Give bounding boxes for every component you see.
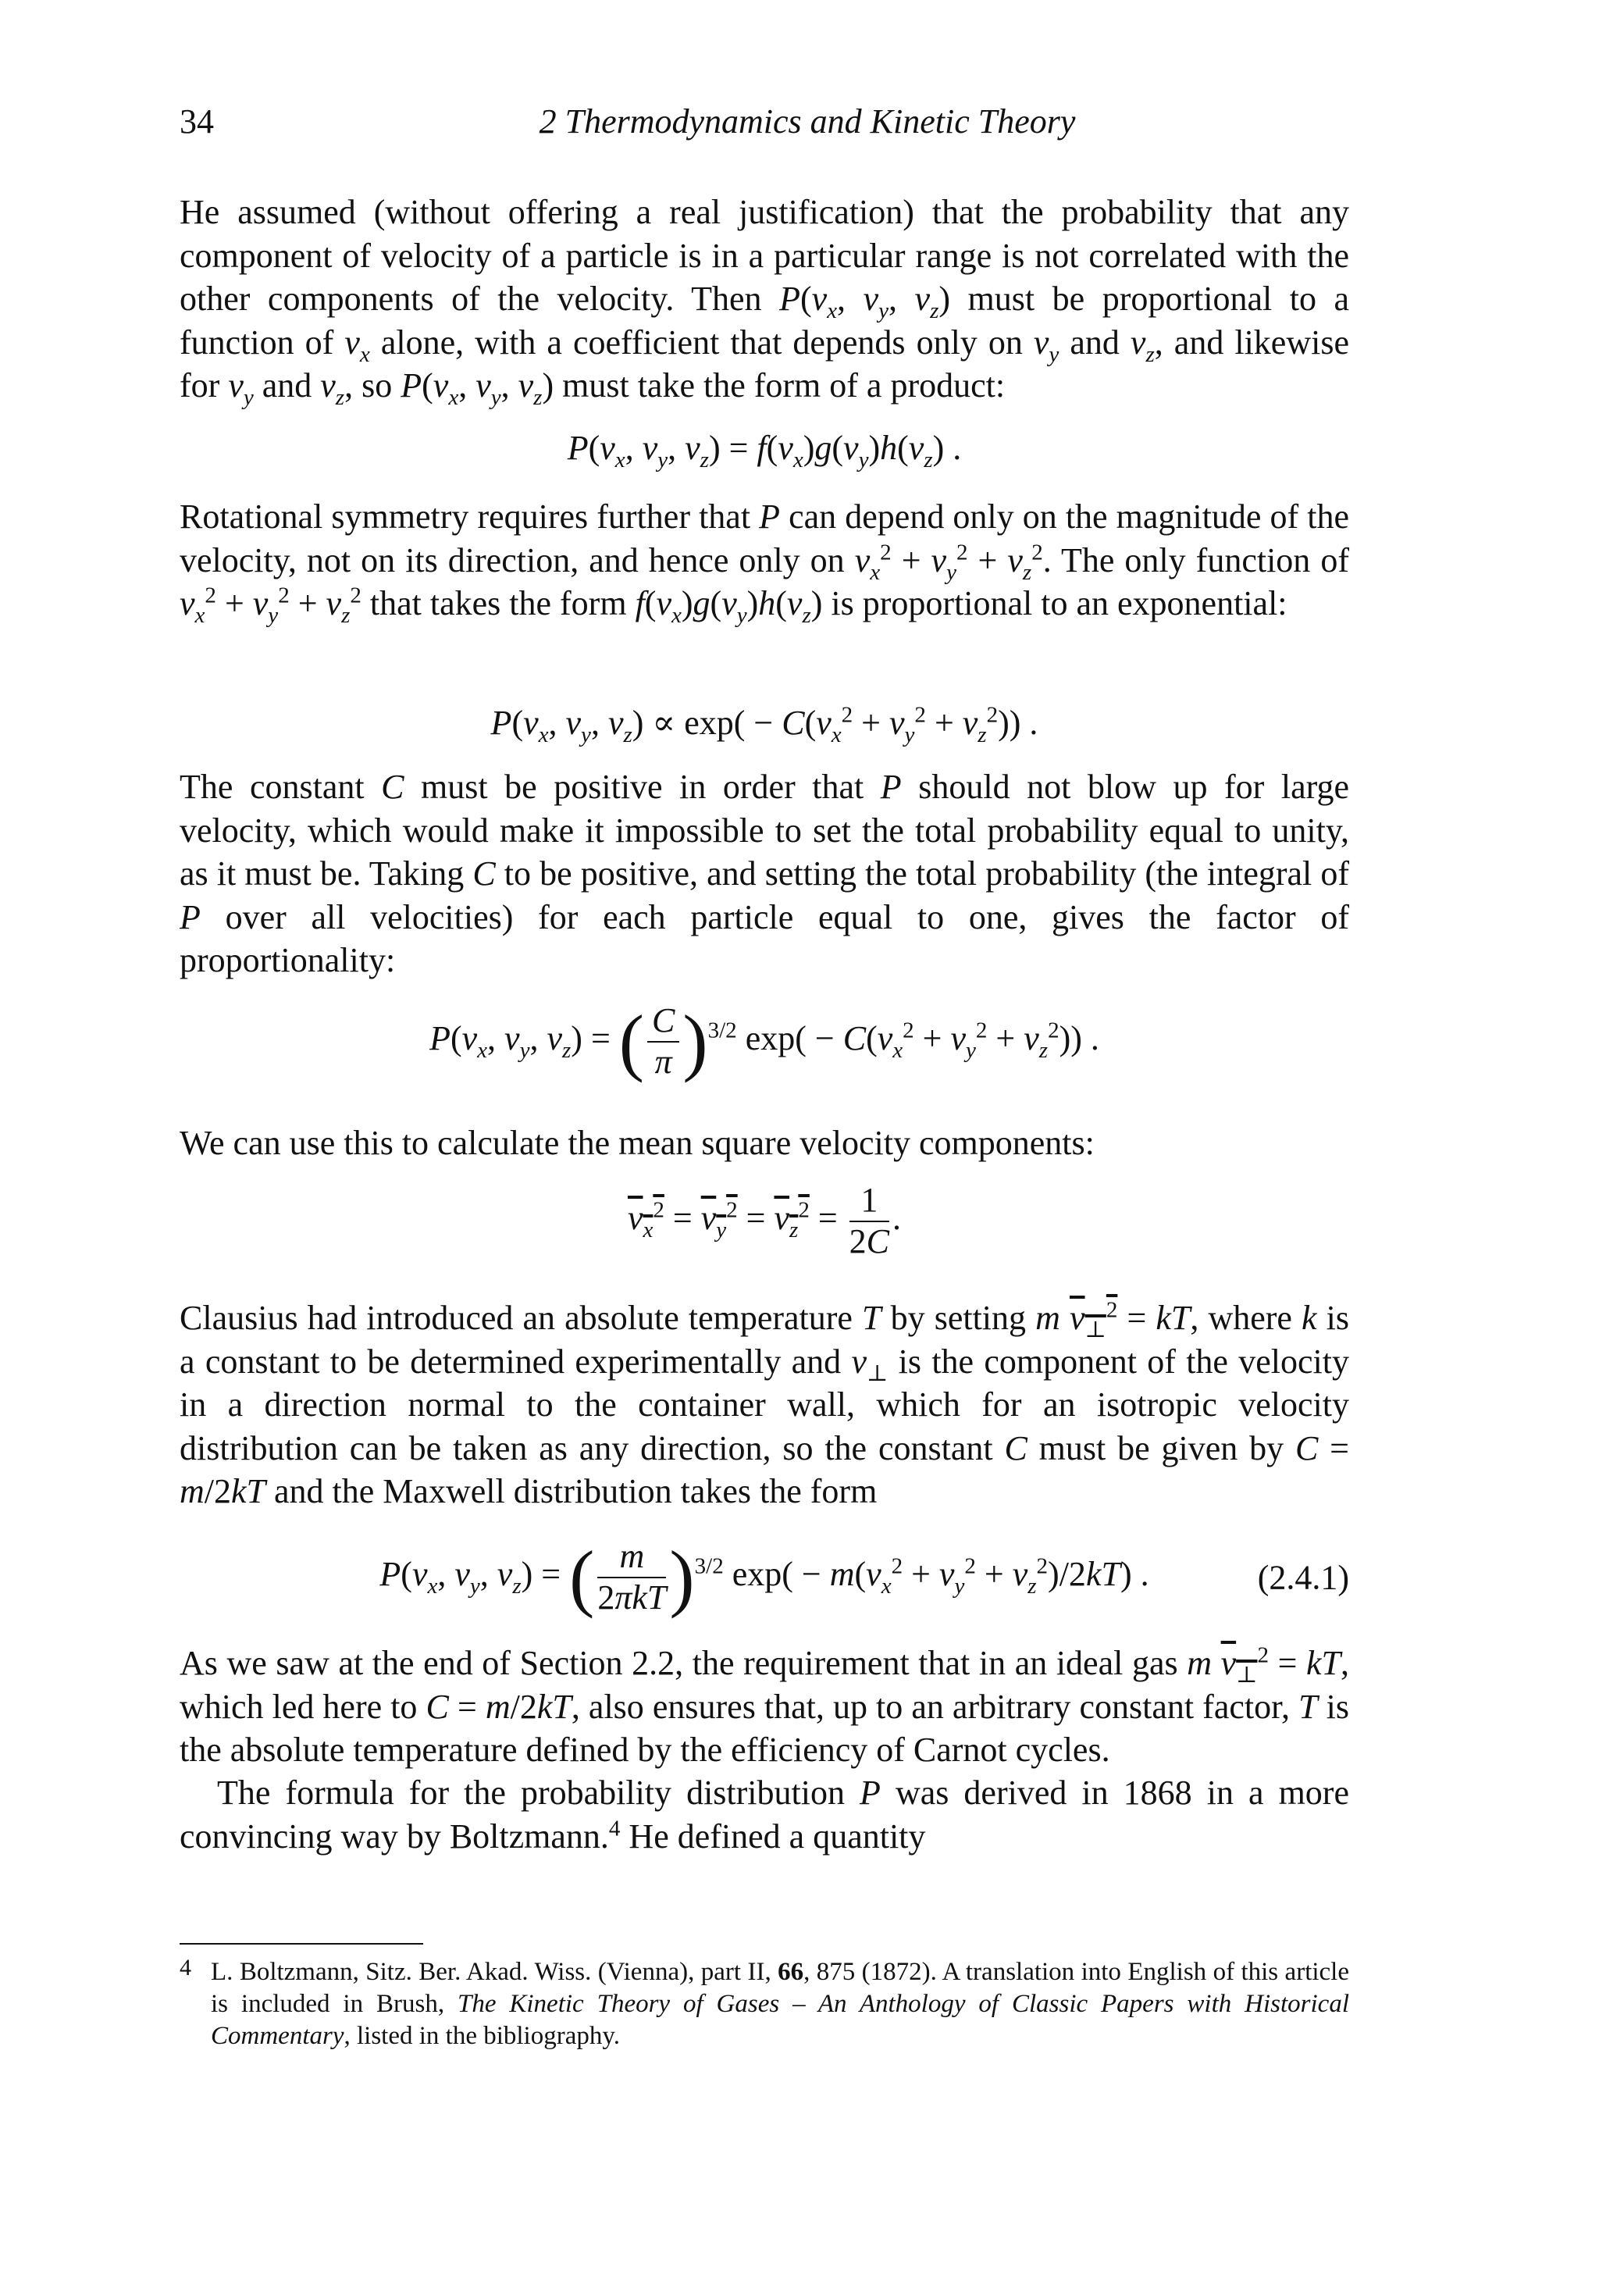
paragraph-1-text: He assumed (without offering a real justification) that the probability that any component of velocity of a particle is in a particular range is not correlated with the other components of the velocity. Then $P(v_x$, $v_y$, $v_z$) must be proportional to a function of $v_x$ alone, with a coefficient that depends only on $v_y$ and $v_z$, and likewise for $v_y$ and $v_z$, so $P(v_x$, $v_y$, $v_z$) must take the form of a product:	[180, 193, 1350, 411]
equation-mean-square-velocity: $v_x^2 = v_y^2 = v_z^2$ = $\frac{1}{2C}$ .	[627, 1181, 902, 1260]
equation-normalized-distribution: $P(v_x$, $v_y$, $v_z$) = ( $\frac{C}{\pi}$ )$^{3/2}$ $\exp( - C(v_x^2 + v_y^2 + v_z^2))$ .	[429, 999, 1099, 1083]
page-number: 34	[180, 102, 214, 141]
paragraph-2: Rotational symmetry requires further that P can depend only on the magnitude of the velocity, not on its direction, and hence only on $v_x^2 + v_y^2 + v_z^2$. The only function of $v_x^2 + v_y^2 + v_z^2$ that takes the form $f(v_x)g(v_y)h(v_z)$ is proportional to an exponential:	[180, 497, 1349, 628]
paragraph-4: We can use this to calculate the mean square velocity components:	[180, 1124, 1095, 1162]
equation-number: (2.4.1)	[1257, 1558, 1349, 1597]
footnote	[180, 1956, 1349, 2052]
footnote-text: L. Boltzmann, Sitz. Ber. Akad. Wiss. (Vienna), part II, 66, 875 (1872). A translation into English of this article is included in Brush, The Kinetic Theory of Gases – An Anthology of Classic Papers with Historical Commentary, listed in the bibliography.	[211, 1958, 1349, 2050]
equation-maxwell-distribution: $P(v_x$, $v_y$, $v_z$) = ( $\frac{m}{\text{2πkT}}$ )$^{3/2}$ $\exp( - m(v_x^2 + v_y^2 + v_z^2)/2kT)$ . (2.4.1)	[379, 1535, 1349, 1619]
paragraph-5: Clausius had introduced an absolute temperature T by setting m $v_\perp^2$ = kT, where k is a constant to be determined experimentally and $v_\perp$ is the component of the velocity in a direction normal to the container wall, which for an isotropic velocity distribution can be taken as any direction, so the constant C must be given by C = m/2kT and the Maxwell distribution takes the form	[180, 1297, 1350, 1511]
paragraph-1	[180, 191, 1350, 411]
paragraph-6: As we saw at the end of Section 2.2, the requirement that in an ideal gas m $v_\perp^2$ = kT, which led here to C = m/2kT, also ensures that, up to an arbitrary constant factor, T is the absolute temperature defined by the efficiency of Carnot cycles.	[180, 1642, 1349, 1770]
paragraph-7: The formula for the probability distribution P was derived in 1868 in a more convincing way by Boltzmann.$^4$ He defined a quantity	[180, 1774, 1349, 1856]
footnote-rule	[180, 1943, 423, 1945]
equation-product-form: $P(v_x$, $v_y$, $v_z) = f(v_x)g(v_y)h(v_z)$ .	[567, 429, 962, 472]
paragraph-3: The constant C must be positive in order that P should not blow up for large velocity, which would make it impossible to set the total probability equal to unity, as it must be. Taking C to be positive, and setting the total probability (the integral of P over all velocities) for each particle equal to one, gives the factor of proportionality:	[180, 768, 1349, 980]
running-title: 2 Thermodynamics and Kinetic Theory	[539, 102, 1076, 141]
equation-exponential-proportionality: $P(v_x$, $v_y$, $v_z) \propto \exp( - C(v_x^2 + v_y^2 + v_z^2))$ .	[490, 702, 1038, 747]
footnote-marker: 4	[180, 1955, 191, 1980]
